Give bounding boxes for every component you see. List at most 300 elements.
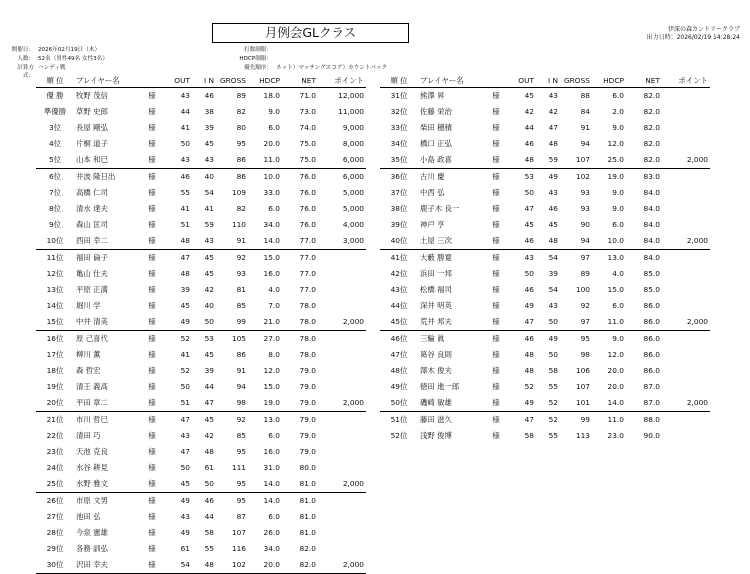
points-cell: [318, 444, 366, 460]
hon-cell: 様: [148, 123, 156, 132]
hdcp-cell: 16.0: [263, 447, 280, 456]
rank-cell: 31位: [390, 91, 408, 100]
out-cell: 41: [180, 350, 190, 359]
points-cell: [662, 282, 710, 298]
name-cell: 西田 幸二: [74, 233, 138, 250]
points-cell: [662, 411, 710, 428]
name-cell: 橋口 正弘: [420, 139, 452, 148]
hdcp-cell: 20.0: [263, 139, 280, 148]
out-cell: 39: [180, 285, 190, 294]
hdcp-cell: 7.0: [268, 301, 280, 310]
hdcp-cell: 15.0: [263, 253, 280, 262]
net-cell: 78.0: [299, 301, 316, 310]
out-cell: 42: [524, 107, 534, 116]
hon-cell: 様: [482, 233, 510, 250]
gross-cell: 107: [560, 152, 592, 169]
hdcp-cell: 15.0: [607, 285, 624, 294]
points-cell: 11,000: [338, 107, 364, 116]
rank-cell: 12位: [46, 269, 64, 278]
result-row: [380, 120, 710, 136]
rank-cell: 43位: [390, 285, 408, 294]
net-cell: 85.0: [643, 285, 660, 294]
hdcp-cell: 6.0: [268, 204, 280, 213]
in-cell: 42: [548, 107, 558, 116]
hdcp-cell: 12.0: [263, 366, 280, 375]
rank-cell: 35位: [380, 152, 418, 169]
points-cell: 2,000: [318, 395, 366, 412]
result-row: [36, 444, 366, 460]
gross-cell: 99: [580, 415, 590, 424]
participants-row: [8, 55, 108, 64]
name-cell: 土屋 三次: [418, 233, 482, 250]
net-cell: 88.0: [643, 415, 660, 424]
rank-cell: 38位: [390, 204, 408, 213]
hon-cell: 様: [148, 431, 156, 440]
hdcp-cell: 6.0: [268, 512, 280, 521]
result-row: [36, 541, 366, 557]
net-cell: 82.0: [299, 544, 316, 553]
rank-cell: 28位: [46, 528, 64, 537]
rank-cell: 16位: [46, 334, 64, 343]
hdcp-header: HDCP: [259, 75, 280, 85]
result-row: [36, 395, 366, 412]
net-cell: 81.0: [299, 496, 316, 505]
rank-cell: 44位: [390, 301, 408, 310]
hdcp-cell: 34.0: [263, 544, 280, 553]
name-cell: 牧野 茂信: [76, 91, 108, 100]
name-cell: 福田 倫子: [76, 253, 108, 262]
name-cell: 森 哲宏: [76, 366, 101, 375]
out-cell: 45: [524, 91, 534, 100]
gross-cell: 94: [236, 382, 246, 391]
rank-header: 順 位: [46, 75, 64, 85]
out-cell: 52: [180, 366, 190, 375]
points-cell: 2,000: [662, 395, 710, 412]
in-cell: 40: [204, 172, 214, 181]
name-cell: 山本 和巳: [74, 152, 138, 169]
points-cell: [662, 298, 710, 314]
rank-cell: 26位: [46, 496, 64, 505]
in-cell: 45: [204, 269, 214, 278]
hon-cell: 様: [492, 269, 500, 278]
net-cell: 75.0: [299, 139, 316, 148]
rank-cell: 5位: [36, 152, 74, 169]
gross-cell: 111: [231, 463, 246, 472]
honorific-header: [138, 74, 166, 87]
hdcp-cell: 6.0: [612, 301, 624, 310]
hdcp-cell: 11.0: [248, 152, 282, 169]
hdcp-cell: 8.0: [268, 350, 280, 359]
result-row: [380, 249, 710, 266]
gross-cell: 95: [236, 496, 246, 505]
name-cell: 市川 哲巳: [76, 415, 108, 424]
net-cell: 78.0: [299, 334, 316, 343]
name-cell: 浜田 一邦: [420, 269, 452, 278]
gross-cell: 110: [231, 220, 246, 229]
hdcp-cell: 10.0: [263, 172, 280, 181]
net-cell: 81.0: [282, 476, 318, 493]
gross-cell: 82: [236, 204, 246, 213]
rank-cell: 19位: [46, 382, 64, 391]
hon-cell: 様: [492, 350, 500, 359]
net-cell: 81.0: [299, 512, 316, 521]
in-cell: 45: [204, 415, 214, 424]
rank-cell: 18位: [46, 366, 64, 375]
net-cell: 71.0: [299, 91, 316, 100]
points-cell: 5,000: [342, 204, 364, 213]
net-cell: 79.0: [299, 431, 316, 440]
rank-cell: 21位: [46, 415, 64, 424]
in-cell: 45: [548, 220, 558, 229]
gross-cell: 102: [575, 172, 590, 181]
rank-cell: 9位: [48, 220, 62, 229]
hon-cell: 様: [482, 395, 510, 412]
net-header: NET: [301, 75, 316, 85]
hdcp-cell: 34.0: [263, 220, 280, 229]
hon-cell: 様: [138, 395, 166, 412]
result-row: [380, 395, 710, 412]
in-cell: 48: [192, 557, 216, 574]
points-cell: [318, 282, 366, 298]
rank-cell: 22位: [46, 431, 64, 440]
net-cell: 79.0: [299, 447, 316, 456]
out-cell: 47: [510, 314, 536, 331]
rank-cell: 42位: [390, 269, 408, 278]
net-cell: 90.0: [643, 431, 660, 440]
result-row: [36, 492, 366, 509]
result-row: [380, 152, 710, 169]
rank-cell: 36位: [390, 172, 408, 181]
points-cell: [662, 347, 710, 363]
participant-count: 52名（男性49名 女性3名）: [38, 55, 108, 62]
hdcp-cell: 11.0: [592, 314, 626, 331]
points-cell: [662, 266, 710, 282]
net-cell: 83.0: [643, 172, 660, 181]
out-cell: 50: [180, 463, 190, 472]
info-label: 人数：: [17, 55, 34, 62]
gross-cell: 107: [575, 382, 590, 391]
result-row: [380, 379, 710, 395]
result-row: [380, 314, 710, 331]
rank-cell: 24位: [46, 463, 64, 472]
rank-cell: 40位: [380, 233, 418, 250]
points-cell: [318, 411, 366, 428]
out-cell: 47: [524, 415, 534, 424]
result-row: [36, 330, 366, 347]
hdcp-cell: 31.0: [263, 463, 280, 472]
rank-header: 順 位: [390, 75, 408, 85]
rank-cell: 17位: [46, 350, 64, 359]
hon-cell: 様: [148, 301, 156, 310]
result-row: [36, 525, 366, 541]
gross-cell: 92: [236, 253, 246, 262]
gross-cell: 100: [575, 285, 590, 294]
hon-cell: 様: [138, 233, 166, 250]
out-cell: 52: [524, 382, 534, 391]
name-cell: 亀山 仕夫: [76, 269, 108, 278]
name-cell: 草野 史郎: [76, 107, 108, 116]
gross-cell: 97: [560, 314, 592, 331]
out-cell: 54: [166, 557, 192, 574]
info-label: 打数制限：: [244, 47, 272, 53]
out-cell: 45: [166, 476, 192, 493]
in-cell: 48: [536, 233, 560, 250]
points-cell: 8,000: [342, 139, 364, 148]
name-cell: 佐藤 栄治: [420, 107, 452, 116]
name-cell: 藤田 滋久: [420, 415, 452, 424]
in-cell: 49: [548, 334, 558, 343]
hon-cell: 様: [138, 314, 166, 331]
out-cell: 52: [180, 334, 190, 343]
result-row: [380, 298, 710, 314]
hon-cell: 様: [492, 204, 500, 213]
result-row: [380, 217, 710, 233]
points-cell: 12,000: [338, 91, 364, 100]
result-row: [36, 379, 366, 395]
points-cell: 3,000: [318, 233, 366, 250]
hon-cell: 様: [492, 107, 500, 116]
name-cell: 各務 訓弘: [76, 544, 108, 553]
rank-cell: 3位: [48, 123, 62, 132]
hdcp-cell: 13.0: [263, 415, 280, 424]
gross-cell: 98: [216, 395, 248, 412]
hdcp-cell: 14.0: [248, 476, 282, 493]
name-cell: 磯崎 敏雄: [418, 395, 482, 412]
name-cell: 柳川 薫: [76, 350, 101, 359]
net-cell: 86.0: [643, 334, 660, 343]
out-cell: 47: [180, 253, 190, 262]
result-row: [36, 136, 366, 152]
rank-cell: 33位: [390, 123, 408, 132]
in-cell: 43: [548, 301, 558, 310]
name-cell: 神戸 亨: [420, 220, 445, 229]
hon-cell: 様: [492, 285, 500, 294]
in-cell: 52: [536, 395, 560, 412]
gross-cell: 91: [580, 123, 590, 132]
net-cell: 79.0: [299, 382, 316, 391]
out-cell: 47: [180, 415, 190, 424]
points-cell: 4,000: [342, 220, 364, 229]
gross-cell: 93: [580, 188, 590, 197]
name-cell: 中井 清美: [74, 314, 138, 331]
rank-cell: 7位: [48, 188, 62, 197]
hdcp-cell: 18.0: [263, 91, 280, 100]
gross-cell: 95: [236, 447, 246, 456]
rank-cell: 39位: [390, 220, 408, 229]
hon-cell: 様: [148, 415, 156, 424]
points-cell: [318, 249, 366, 266]
in-cell: 49: [548, 172, 558, 181]
result-row: [36, 104, 366, 120]
info-label: 計算方式：: [17, 64, 34, 80]
out-cell: 53: [524, 172, 534, 181]
out-cell: 58: [524, 431, 534, 440]
in-cell: 58: [204, 528, 214, 537]
in-cell: 38: [204, 107, 214, 116]
in-cell: 58: [548, 366, 558, 375]
hdcp-limit-row: [238, 55, 387, 64]
out-cell: 49: [524, 301, 534, 310]
name-cell: 荒井 邦夫: [418, 314, 482, 331]
player-header: プレイヤー名: [76, 75, 120, 85]
net-cell: 77.0: [299, 269, 316, 278]
rank-cell: 34位: [390, 139, 408, 148]
points-cell: [318, 460, 366, 476]
hon-cell: 様: [492, 220, 500, 229]
out-cell: 45: [524, 220, 534, 229]
name-cell: 鹿子木 良一: [420, 204, 460, 213]
in-cell: 39: [204, 366, 214, 375]
in-cell: 44: [204, 512, 214, 521]
out-cell: 43: [180, 431, 190, 440]
points-cell: [318, 509, 366, 525]
result-row: [36, 347, 366, 363]
out-cell: 49: [180, 496, 190, 505]
honorific-header: [482, 74, 510, 87]
hon-cell: 様: [148, 220, 156, 229]
out-header: OUT: [174, 75, 190, 85]
gross-cell: 86: [236, 172, 246, 181]
net-cell: 86.0: [643, 366, 660, 375]
points-cell: [318, 541, 366, 557]
hdcp-cell: 6.0: [612, 91, 624, 100]
gross-cell: 92: [236, 415, 246, 424]
hon-cell: 様: [148, 544, 156, 553]
hon-cell: 様: [492, 253, 500, 262]
in-cell: 48: [548, 139, 558, 148]
net-cell: 84.0: [643, 253, 660, 262]
in-header: I N: [203, 75, 214, 85]
hon-cell: 様: [148, 463, 156, 472]
in-cell: 43: [192, 152, 216, 169]
out-cell: 43: [180, 91, 190, 100]
hon-cell: 様: [492, 334, 500, 343]
hdcp-cell: 4.0: [612, 269, 624, 278]
result-row: [36, 476, 366, 493]
points-cell: 6,000: [318, 152, 366, 169]
out-cell: 50: [524, 188, 534, 197]
net-cell: 82.0: [643, 139, 660, 148]
net-cell: 81.0: [299, 528, 316, 537]
result-row: [380, 428, 710, 444]
rank-cell: 49位: [390, 382, 408, 391]
net-cell: 82.0: [643, 91, 660, 100]
net-cell: 77.0: [282, 233, 318, 250]
net-cell: 78.0: [299, 350, 316, 359]
points-header: ポイント: [334, 75, 364, 85]
in-cell: 45: [204, 139, 214, 148]
out-cell: 43: [166, 152, 192, 169]
net-cell: 80.0: [299, 463, 316, 472]
out-cell: 48: [180, 269, 190, 278]
name-cell: 浅野 俊博: [420, 431, 452, 440]
out-cell: 45: [180, 301, 190, 310]
rank-cell: 50位: [380, 395, 418, 412]
hon-cell: 様: [148, 528, 156, 537]
gross-cell: 95: [580, 334, 590, 343]
name-cell: 澤木 俊夫: [420, 366, 452, 375]
event-info-right: [238, 46, 387, 72]
out-cell: 44: [524, 123, 534, 132]
points-cell: 2,000: [318, 314, 366, 331]
name-cell: 熊澤 昇: [420, 91, 445, 100]
result-row: [380, 266, 710, 282]
result-row: [36, 557, 366, 574]
priority-order: ネット）マッチングスコア）カウントバック: [276, 64, 388, 71]
in-cell: 61: [204, 463, 214, 472]
points-cell: [318, 266, 366, 282]
hon-cell: 様: [138, 152, 166, 169]
points-cell: [662, 185, 710, 201]
info-label: 優先順序：: [244, 64, 272, 71]
net-cell: 73.0: [299, 107, 316, 116]
net-cell: 82.0: [626, 152, 662, 169]
net-cell: 86.0: [643, 350, 660, 359]
in-cell: 52: [548, 415, 558, 424]
hon-cell: 様: [492, 431, 500, 440]
net-cell: 84.0: [626, 233, 662, 250]
result-row: [36, 428, 366, 444]
gross-cell: 101: [560, 395, 592, 412]
hon-cell: 様: [492, 382, 500, 391]
in-cell: 55: [204, 544, 214, 553]
hon-cell: 様: [138, 476, 166, 493]
gross-cell: 109: [231, 188, 246, 197]
hon-cell: 様: [148, 253, 156, 262]
hdcp-cell: 19.0: [607, 172, 624, 181]
out-header: OUT: [518, 75, 534, 85]
rank-cell: 37位: [390, 188, 408, 197]
name-cell: 片桐 道子: [76, 139, 108, 148]
hdcp-cell: 12.0: [607, 139, 624, 148]
in-cell: 45: [204, 253, 214, 262]
points-cell: [662, 168, 710, 185]
gross-cell: 81: [236, 285, 246, 294]
gross-cell: 93: [236, 269, 246, 278]
gross-cell: 91: [236, 366, 246, 375]
hdcp-cell: 9.0: [612, 334, 624, 343]
in-header: I N: [547, 75, 558, 85]
hdcp-cell: 27.0: [263, 334, 280, 343]
name-cell: 松橋 福司: [420, 285, 452, 294]
points-cell: [662, 363, 710, 379]
result-row: [36, 185, 366, 201]
out-cell: 48: [510, 152, 536, 169]
in-cell: 39: [548, 269, 558, 278]
out-cell: 47: [180, 447, 190, 456]
result-row: [380, 233, 710, 250]
rank-cell: 47位: [390, 350, 408, 359]
result-row: [380, 136, 710, 152]
priority-row: [238, 64, 387, 73]
net-cell: 87.0: [643, 382, 660, 391]
points-cell: [318, 330, 366, 347]
in-cell: 43: [548, 91, 558, 100]
in-cell: 47: [192, 395, 216, 412]
result-row: [380, 347, 710, 363]
gross-cell: 93: [580, 204, 590, 213]
net-cell: 84.0: [643, 220, 660, 229]
points-cell: 2,000: [662, 152, 710, 169]
hdcp-cell: 11.0: [607, 415, 624, 424]
rank-cell: 23位: [46, 447, 64, 456]
hdcp-cell: 14.0: [248, 233, 282, 250]
hon-cell: 様: [148, 382, 156, 391]
in-cell: 50: [536, 314, 560, 331]
gross-cell: 88: [580, 91, 590, 100]
hdcp-cell: 6.0: [268, 123, 280, 132]
points-cell: [662, 428, 710, 444]
